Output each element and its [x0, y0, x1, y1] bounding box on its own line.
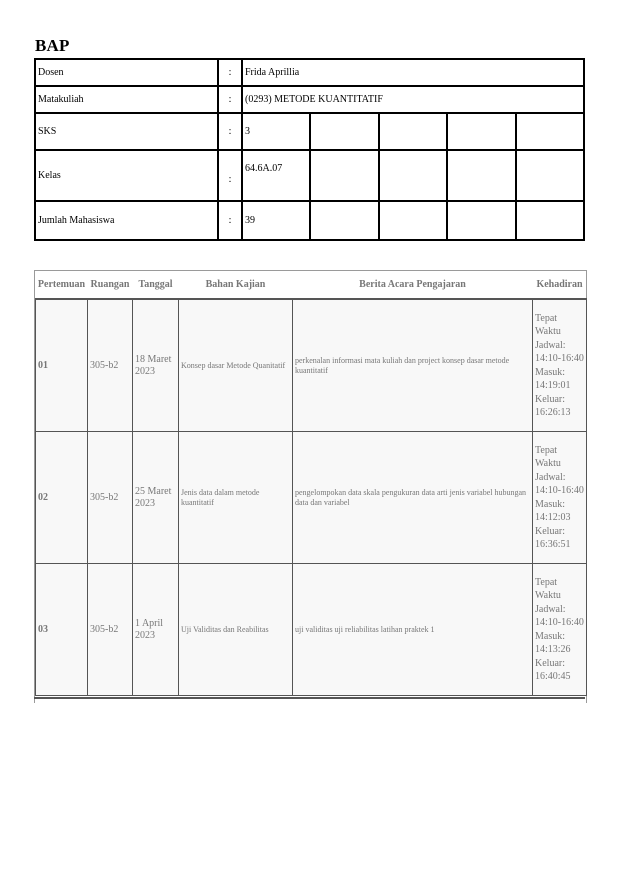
- ruangan-cell: 305-b2: [88, 564, 133, 696]
- tanggal-cell: 1 April 2023: [133, 564, 179, 696]
- pertemuan-cell: 02: [36, 432, 88, 564]
- matakuliah-value: (0293) METODE KUANTITATIF: [242, 86, 584, 113]
- separator: :: [218, 201, 242, 240]
- empty-cell: [447, 150, 515, 201]
- sks-value: 3: [242, 113, 310, 150]
- bahan-kajian-cell: Uji Validitas dan Reabilitas: [179, 564, 293, 696]
- table-row: [36, 564, 587, 696]
- info-row-dosen: [35, 59, 584, 86]
- separator: :: [218, 86, 242, 113]
- table-header-row: [36, 271, 587, 299]
- dosen-value: Frida Aprillia: [242, 59, 584, 86]
- page-title: BAP: [35, 36, 70, 55]
- separator: :: [218, 113, 242, 150]
- bahan-kajian-cell: Konsep dasar Metode Quanitatif: [179, 299, 293, 432]
- ruangan-cell: 305-b2: [88, 432, 133, 564]
- table-row: [36, 432, 587, 564]
- empty-cell: [310, 113, 378, 150]
- pertemuan-cell: 03: [36, 564, 88, 696]
- sks-label: SKS: [35, 113, 218, 150]
- empty-cell: [516, 113, 584, 150]
- info-row-sks: [35, 113, 584, 150]
- header-tanggal: Tanggal: [133, 271, 179, 299]
- empty-cell: [310, 150, 378, 201]
- jumlah-label: Jumlah Mahasiswa: [35, 201, 218, 240]
- kehadiran-cell: Tepat Waktu Jadwal: 14:10-16:40 Masuk: 14:12:03 Keluar: 16:36:51: [533, 432, 587, 564]
- kelas-label: Kelas: [35, 150, 218, 201]
- empty-cell: [516, 201, 584, 240]
- matakuliah-label: Matakuliah: [35, 86, 218, 113]
- info-row-kelas: [35, 150, 584, 201]
- info-row-matakuliah: [35, 86, 584, 113]
- kehadiran-cell: Tepat Waktu Jadwal: 14:10-16:40 Masuk: 14:13:26 Keluar: 16:40:45: [533, 564, 587, 696]
- header-bahan-kajian: Bahan Kajian: [179, 271, 293, 299]
- empty-cell: [379, 113, 447, 150]
- empty-cell: [379, 201, 447, 240]
- tanggal-cell: 18 Maret 2023: [133, 299, 179, 432]
- empty-cell: [447, 113, 515, 150]
- header-pertemuan: Pertemuan: [36, 271, 88, 299]
- kehadiran-cell: Tepat Waktu Jadwal: 14:10-16:40 Masuk: 14:19:01 Keluar: 16:26:13: [533, 299, 587, 432]
- berita-acara-cell: uji validitas uji reliabilitas latihan praktek 1: [293, 564, 533, 696]
- empty-cell: [447, 201, 515, 240]
- dosen-label: Dosen: [35, 59, 218, 86]
- table-bottom-divider: [34, 697, 585, 699]
- empty-cell: [379, 150, 447, 201]
- separator: :: [218, 59, 242, 86]
- bahan-kajian-cell: Jenis data dalam metode kuantitatif: [179, 432, 293, 564]
- separator: :: [218, 150, 242, 201]
- ruangan-cell: 305-b2: [88, 299, 133, 432]
- empty-cell: [310, 201, 378, 240]
- attendance-table: [35, 271, 587, 696]
- info-table: [34, 58, 585, 241]
- info-row-jumlah: [35, 201, 584, 240]
- jumlah-value: 39: [242, 201, 310, 240]
- empty-cell: [516, 150, 584, 201]
- berita-acara-cell: pengelompokan data skala pengukuran data arti jenis variabel hubungan data dan variabel: [293, 432, 533, 564]
- table-row: [36, 299, 587, 432]
- kelas-value: 64.6A.07: [242, 150, 310, 201]
- pertemuan-cell: 01: [36, 299, 88, 432]
- header-kehadiran: Kehadiran: [533, 271, 587, 299]
- attendance-table-frame: [34, 270, 587, 703]
- tanggal-cell: 25 Maret 2023: [133, 432, 179, 564]
- header-berita-acara: Berita Acara Pengajaran: [293, 271, 533, 299]
- berita-acara-cell: perkenalan informasi mata kuliah dan project konsep dasar metode kuantitatif: [293, 299, 533, 432]
- header-ruangan: Ruangan: [88, 271, 133, 299]
